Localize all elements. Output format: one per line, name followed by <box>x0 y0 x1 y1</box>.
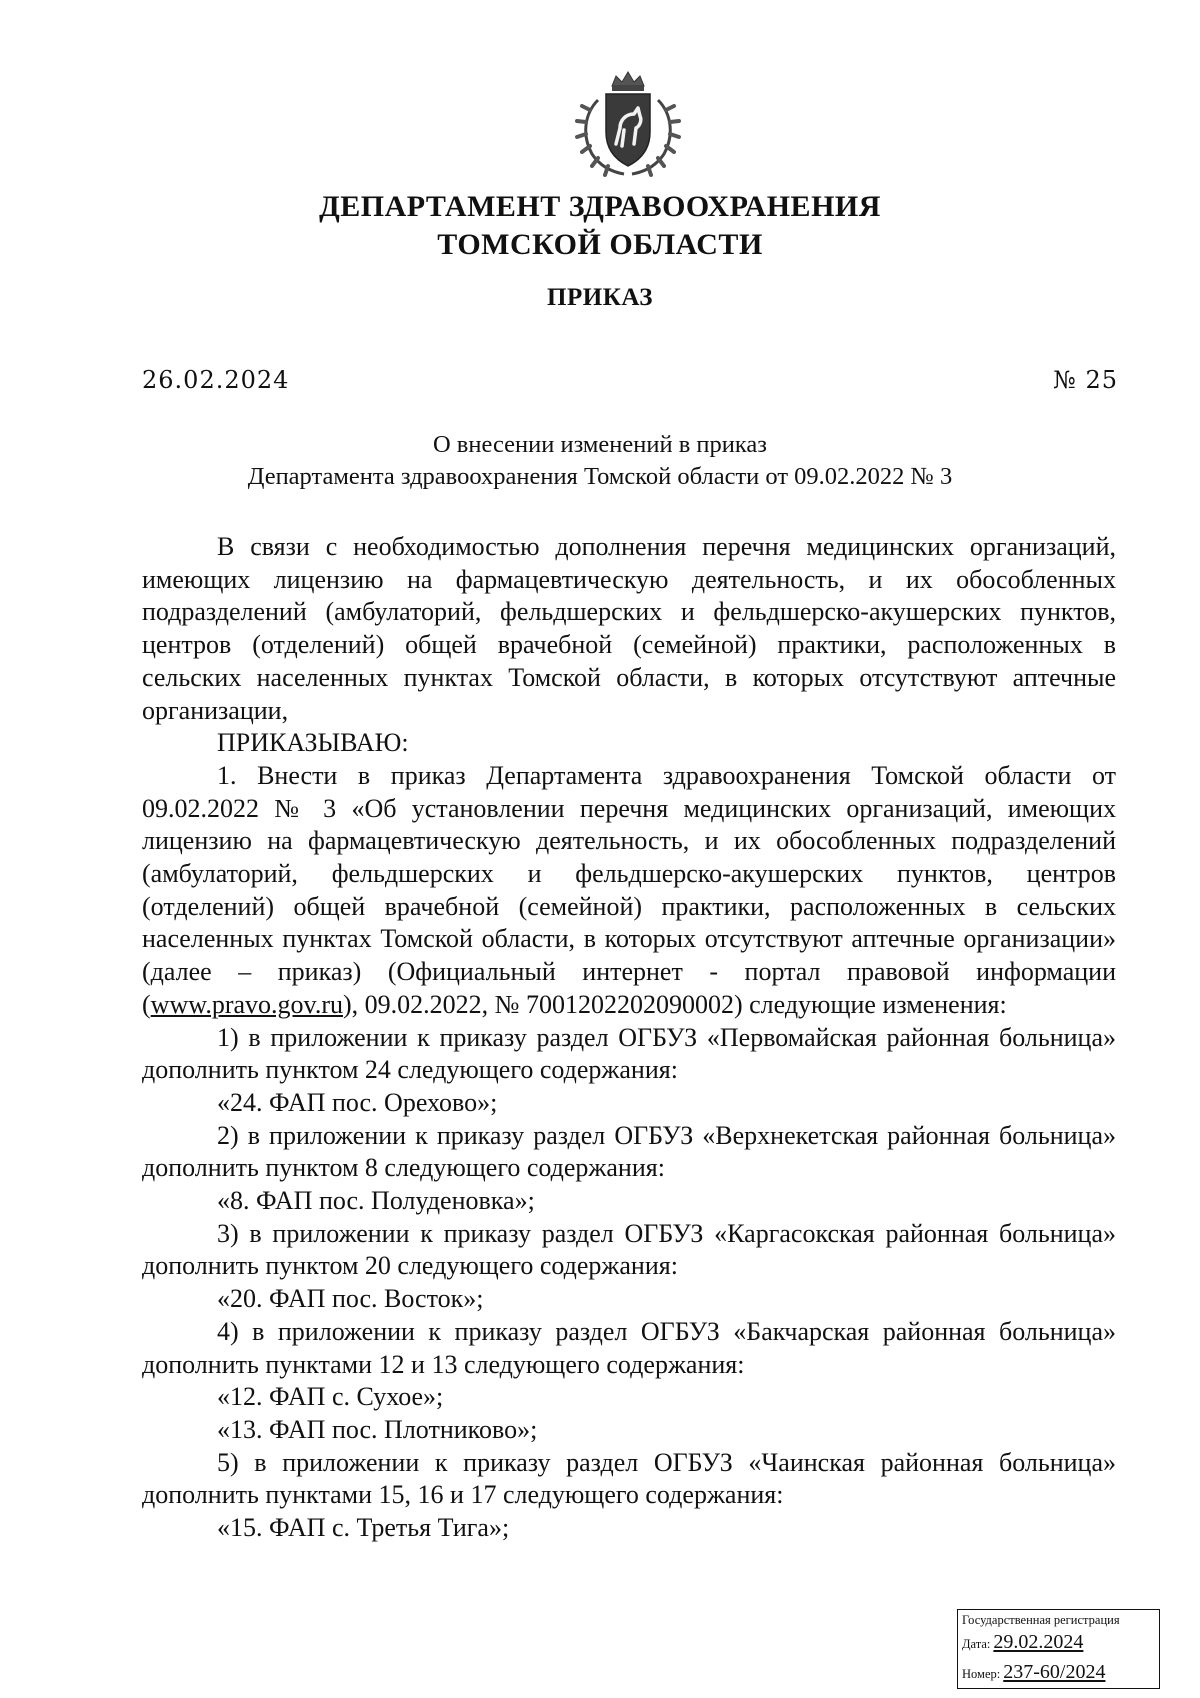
subitem-4-content-a: «12. ФАП с. Сухое»; <box>217 1382 444 1412</box>
order-body <box>142 531 1116 1545</box>
subitem-2-paragraph: 2) в приложении к приказу раздел ОГБУЗ «Верхнекетская районная больница» дополнить пунктом 8 следующего содержания: <box>142 1120 1116 1183</box>
subitem-4-paragraph: 4) в приложении к приказу раздел ОГБУЗ «Бакчарская районная больница» дополнить пунктами 12 и 13 следующего содержания: <box>142 1316 1116 1379</box>
registration-number-row <box>962 1658 1155 1688</box>
subitem-3-paragraph: 3) в приложении к приказу раздел ОГБУЗ «Каргасокская районная больница» дополнить пунктом 20 следующего содержания: <box>142 1218 1116 1281</box>
subitem-2-content: «8. ФАП пос. Полуденовка»; <box>217 1186 535 1216</box>
registration-number-value: 237-60/2024 <box>1003 1661 1106 1683</box>
item-1-text-a: 1. Внести в приказ Департамента здравоохранения Томской области от 09.02.2022 № 3 «Об установлении перечня медицинских организаций, имеющих лицензию на фармацевтическую деятельность, и их обособленных подразделений (амбулаторий, фельдшерских и фельдшерско-акушерских пунктов, центров (отделений) общей врачебной (семейной) практики, расположенных в сельских населенных пунктах Томской области, в которых отсутствуют аптечные организации» (далее – приказ) (Официальный интернет - портал правовой информации ( <box>142 760 1116 1019</box>
item-1-text-b: ), 09.02.2022, № 7001202202090002) следующие изменения: <box>342 989 1007 1019</box>
registration-number-label: Номер: <box>962 1667 1001 1681</box>
subitem-1-paragraph: 1) в приложении к приказу раздел ОГБУЗ «Первомайская районная больница» дополнить пунктом 24 следующего содержания: <box>142 1022 1116 1085</box>
order-date: 26.02.2024 <box>142 366 290 394</box>
document-type: ПРИКАЗ <box>547 284 653 311</box>
pravo-gov-link[interactable]: www.pravo.gov.ru <box>150 989 343 1019</box>
order-directive: ПРИКАЗЫВАЮ: <box>217 728 409 758</box>
order-number: № 25 <box>1053 366 1118 394</box>
subject-line1: О внесении изменений в приказ <box>432 431 767 458</box>
department-name-line1: ДЕПАРТАМЕНТ ЗДРАВООХРАНЕНИЯ <box>319 190 881 223</box>
item-1-paragraph <box>142 760 1116 1022</box>
subitem-5-paragraph: 5) в приложении к приказу раздел ОГБУЗ «Чаинская районная больница» дополнить пунктами 15, 16 и 17 следующего содержания: <box>142 1447 1116 1510</box>
subitem-5-content-a: «15. ФАП с. Третья Тига»; <box>217 1513 510 1543</box>
subitem-1-content: «24. ФАП пос. Орехово»; <box>217 1087 498 1117</box>
registration-date-label: Дата: <box>962 1637 991 1651</box>
subject-line2: Департамента здравоохранения Томской области от 09.02.2022 № 3 <box>247 463 953 490</box>
registration-stamp <box>957 1609 1160 1689</box>
registration-date-value: 29.02.2024 <box>993 1631 1084 1653</box>
subitem-3-content: «20. ФАП пос. Восток»; <box>217 1284 484 1314</box>
department-name-line2: ТОМСКОЙ ОБЛАСТИ <box>437 228 763 261</box>
subitem-4-content-b: «13. ФАП пос. Плотниково»; <box>217 1414 538 1444</box>
registration-date-row <box>962 1628 1155 1658</box>
registration-title: Государственная регистрация <box>962 1613 1120 1627</box>
preamble-paragraph: В связи с необходимостью дополнения перечня медицинских организаций, имеющих лицензию на фармацевтическую деятельность, и их обособленных подразделений (амбулаторий, фельдшерских и фельдшерско-акушерских пунктов, центров (отделений) общей врачебной (семейной) практики, расположенных в сельских населенных пунктах Томской области, в которых отсутствуют аптечные организации, <box>142 532 1116 725</box>
coat-of-arms-icon <box>568 70 688 178</box>
